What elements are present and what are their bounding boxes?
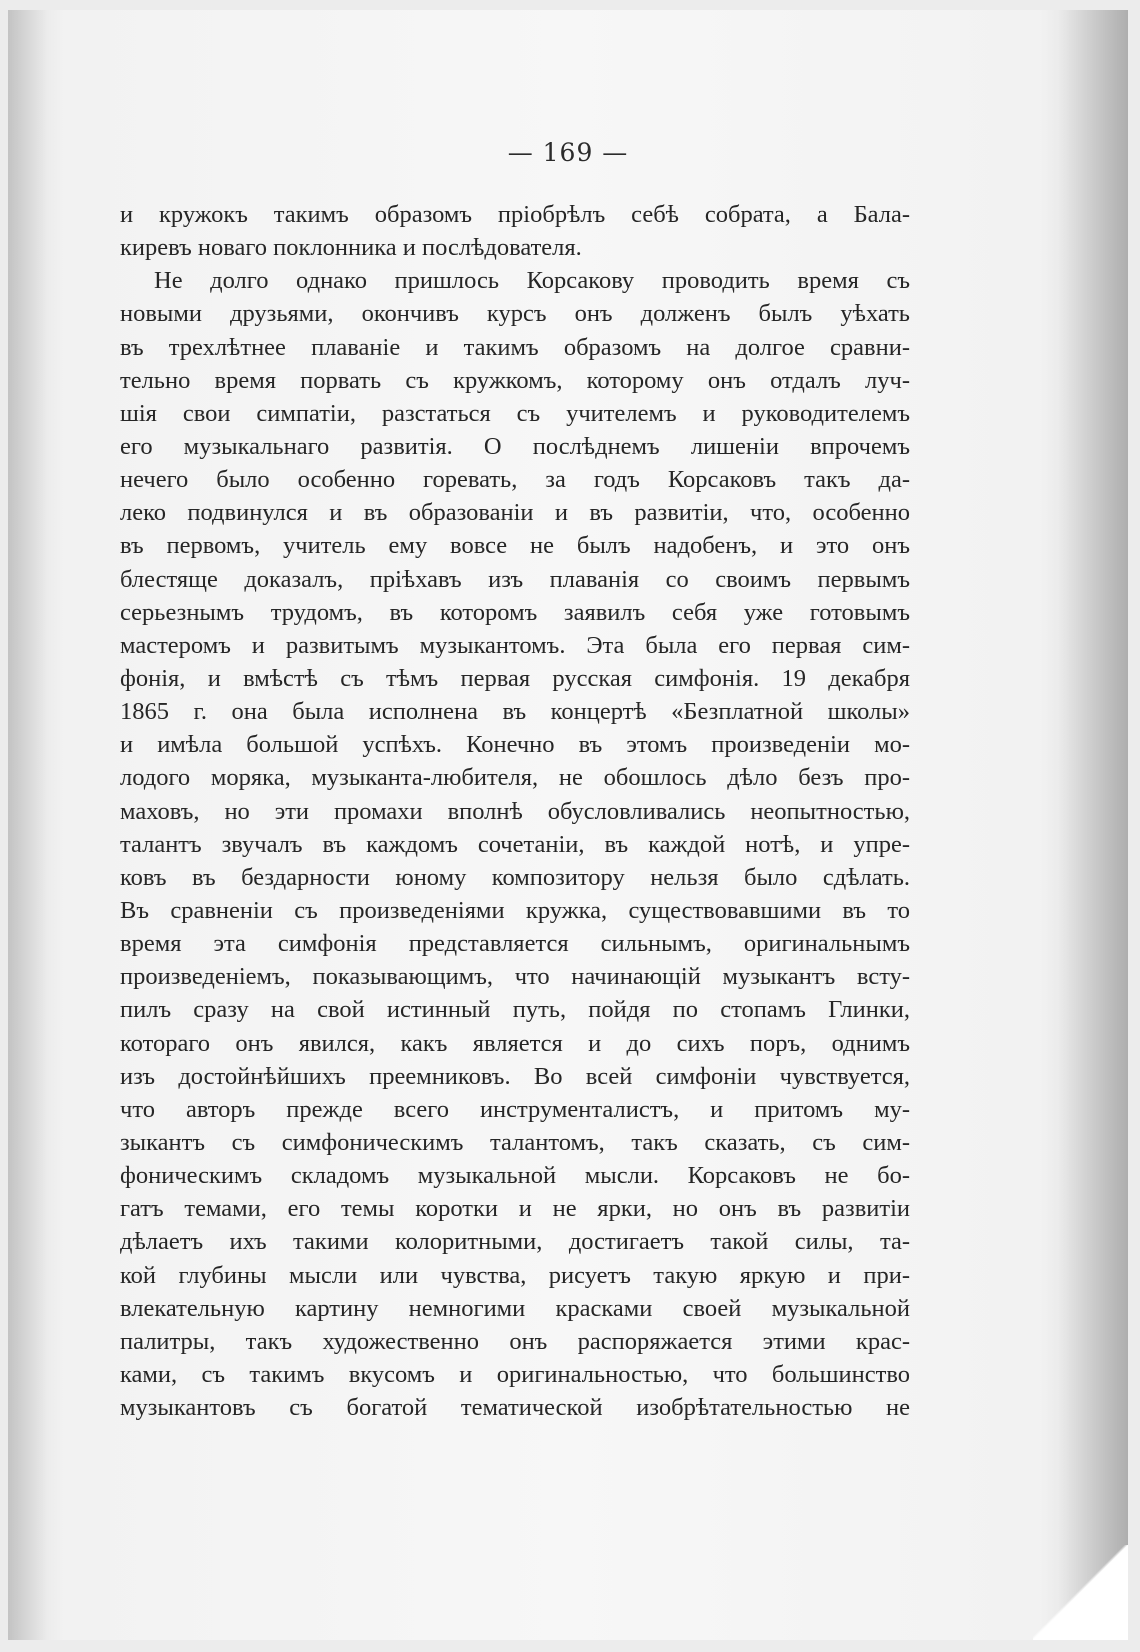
- text-line: произведеніемъ, показывающимъ, что начинающій музыкантъ всту-: [120, 963, 910, 991]
- text-line: кой глубины мысли или чувства, рисуетъ такую яркую и при-: [120, 1261, 910, 1289]
- edge-shadow: [1058, 10, 1128, 1640]
- body-text: [120, 198, 910, 1424]
- text-line: что авторъ прежде всего инструменталистъ, и притомъ му-: [120, 1095, 910, 1123]
- text-line: дѣлаетъ ихъ такими колоритными, достигаетъ такой силы, та-: [120, 1228, 910, 1256]
- text-line: маховъ, но эти промахи вполнѣ обусловливались неопытностью,: [120, 797, 910, 825]
- text-line: его музыкальнаго развитія. О послѣднемъ лишеніи впрочемъ: [120, 432, 910, 460]
- text-line: котораго онъ явился, какъ является и до сихъ поръ, однимъ: [120, 1029, 910, 1057]
- text-line: и имѣла большой успѣхъ. Конечно въ этомъ произведеніи мо-: [120, 731, 910, 759]
- text-line: киревъ новаго поклонника и послѣдователя.: [120, 234, 582, 262]
- text-line: нечего было особенно горевать, за годъ Корсаковъ такъ да-: [120, 466, 910, 494]
- text-line: палитры, такъ художественно онъ распоряжается этими крас-: [120, 1327, 910, 1355]
- page-number: — 169 —: [507, 138, 629, 167]
- text-line: въ трехлѣтнее плаваніе и такимъ образомъ на долгое сравни-: [120, 333, 910, 361]
- text-line: фонія, и вмѣстѣ съ тѣмъ первая русская симфонія. 19 декабря: [120, 664, 910, 692]
- paper-sheet: [8, 10, 1128, 1640]
- text-line: и кружокъ такимъ образомъ пріобрѣлъ себѣ собрата, а Бала-: [120, 201, 910, 228]
- text-line: серьезнымъ трудомъ, въ которомъ заявилъ себя уже готовымъ: [120, 598, 910, 626]
- text-line: новыми друзьями, окончивъ курсъ онъ долженъ былъ уѣхать: [120, 300, 910, 328]
- text-line: блестяще доказалъ, пріѣхавъ изъ плаванія со своимъ первымъ: [120, 565, 910, 593]
- text-line: въ первомъ, учитель ему вовсе не былъ надобенъ, и это онъ: [120, 532, 910, 560]
- text-line: 1865 г. она была исполнена въ концертѣ «Безплатной школы»: [120, 698, 910, 726]
- text-line: музыкантовъ съ богатой тематической изобрѣтательностью не: [120, 1394, 910, 1422]
- text-line: талантъ звучалъ въ каждомъ сочетаніи, въ каждой нотѣ, и упре-: [120, 830, 910, 858]
- text-line: Въ сравненіи съ произведеніями кружка, существовавшими въ то: [120, 896, 910, 924]
- text-line: лодого моряка, музыканта-любителя, не обошлось дѣло безъ про-: [120, 764, 910, 792]
- text-line: фоническимъ складомъ музыкальной мысли. Корсаковъ не бо-: [120, 1162, 910, 1190]
- text-line: ками, съ такимъ вкусомъ и оригинальностью, что большинство: [120, 1360, 910, 1388]
- text-line: гатъ темами, его темы коротки и не ярки, но онъ въ развитіи: [120, 1195, 910, 1223]
- text-line: пилъ сразу на свой истинный путь, пойдя по стопамъ Глинки,: [120, 996, 910, 1024]
- text-line: ковъ въ бездарности юному композитору нельзя было сдѣлать.: [120, 863, 910, 891]
- text-line: влекательную картину немногими красками своей музыкальной: [120, 1294, 910, 1322]
- text-line: леко подвинулся и въ образованіи и въ развитіи, что, особенно: [120, 499, 910, 527]
- text-line: время эта симфонія представляется сильнымъ, оригинальнымъ: [120, 930, 910, 958]
- torn-corner: [1033, 1545, 1128, 1640]
- binding-shadow: [8, 10, 48, 1640]
- text-line: изъ достойнѣйшихъ преемниковъ. Во всей симфоніи чувствуется,: [120, 1062, 910, 1090]
- text-line: Не долго однако пришлось Корсакову проводить время съ: [154, 267, 910, 295]
- text-line: шія свои симпатіи, разстаться съ учителемъ и руководителемъ: [120, 399, 910, 427]
- text-line: мастеромъ и развитымъ музыкантомъ. Эта была его первая сим-: [120, 631, 910, 659]
- text-line: зыкантъ съ симфоническимъ талантомъ, такъ сказать, съ сим-: [120, 1128, 910, 1156]
- text-line: тельно время порвать съ кружкомъ, которому онъ отдалъ луч-: [120, 366, 910, 394]
